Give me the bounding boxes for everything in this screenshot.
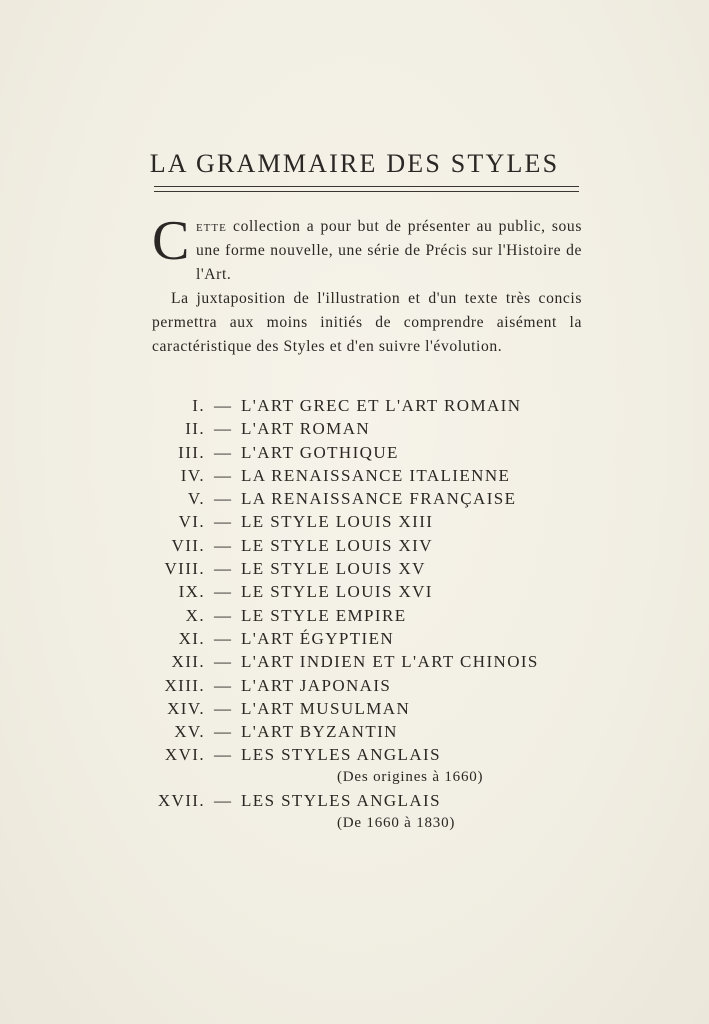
page-title: LA GRAMMAIRE DES STYLES [149, 149, 560, 178]
volume-item [0, 394, 709, 417]
volume-number: XIV. [167, 698, 205, 718]
volume-dash: — [214, 791, 233, 811]
volume-title: L'ART BYZANTIN [241, 722, 398, 742]
volume-title: LE STYLE EMPIRE [241, 605, 407, 625]
intro-text [152, 210, 582, 359]
volume-item [0, 720, 709, 743]
volume-item [0, 534, 709, 557]
volume-number: VII. [171, 535, 205, 555]
volume-number: XVII. [157, 791, 205, 811]
volume-item [0, 580, 709, 603]
volume-list [0, 394, 709, 835]
volume-item [0, 464, 709, 487]
volume-title: LA RENAISSANCE FRANÇAISE [241, 489, 517, 509]
volume-number: X. [185, 605, 205, 625]
volume-dash: — [214, 652, 233, 672]
volume-number: XIII. [164, 675, 205, 695]
volume-dash: — [214, 489, 233, 509]
volume-dash: — [214, 582, 233, 602]
volume-dash: — [214, 465, 233, 485]
volume-number: VI. [178, 512, 205, 532]
drop-cap: C [152, 210, 190, 272]
intro-paragraph-1 [152, 210, 582, 287]
volume-title: L'ART MUSULMAN [241, 698, 411, 718]
volume-number: IX. [178, 582, 205, 602]
volume-title: LA RENAISSANCE ITALIENNE [241, 465, 511, 485]
volume-title: LE STYLE LOUIS XV [241, 559, 426, 579]
volume-number: XVI. [164, 745, 205, 765]
intro-paragraph-2: La juxtaposition de l'illustration et d'un texte très concis permettra aux moins initiés de comprendre aisément la caractéristique des Styles et d'en suivre l'évolution. [152, 290, 582, 355]
volume-number: IV. [180, 465, 205, 485]
volume-item [0, 510, 709, 533]
volume-number: III. [178, 442, 205, 462]
volume-item [0, 557, 709, 580]
volume-title: LES STYLES ANGLAIS [241, 791, 441, 811]
volume-item [0, 650, 709, 673]
volume-item [0, 487, 709, 510]
volume-subtitle: (De 1660 à 1830) [337, 815, 456, 832]
volume-item [0, 417, 709, 440]
lead-word: ette [195, 218, 227, 235]
volume-dash: — [214, 559, 233, 579]
volume-dash: — [214, 419, 233, 439]
volume-number: V. [187, 489, 205, 509]
volume-number: VIII. [164, 559, 205, 579]
volume-item [0, 697, 709, 720]
volume-dash: — [214, 605, 233, 625]
volume-item [0, 441, 709, 464]
volume-title: LE STYLE LOUIS XVI [241, 582, 433, 602]
volume-dash: — [214, 698, 233, 718]
volume-dash: — [214, 512, 233, 532]
volume-dash: — [214, 442, 233, 462]
volume-title: LE STYLE LOUIS XIV [241, 535, 433, 555]
volume-title: LE STYLE LOUIS XIII [241, 512, 434, 532]
volume-number: XII. [171, 652, 205, 672]
intro-paragraph-1-text: collection a pour but de présenter au public, sous une forme nouvelle, une série de Précis sur l'Histoire de l'Art. [195, 218, 582, 283]
volume-title: L'ART ROMAN [241, 419, 371, 439]
volume-title: L'ART JAPONAIS [241, 675, 392, 695]
volume-subtitle: (Des origines à 1660) [337, 769, 484, 786]
volume-item [0, 674, 709, 697]
volume-number: XI. [178, 628, 205, 648]
volume-title: L'ART ÉGYPTIEN [241, 628, 395, 648]
volume-dash: — [214, 628, 233, 648]
volume-item [0, 743, 709, 789]
volume-title: L'ART GREC ET L'ART ROMAIN [241, 396, 522, 415]
volume-dash: — [214, 745, 233, 765]
volume-dash: — [214, 675, 233, 695]
volume-number: II. [185, 419, 205, 439]
volume-number: I. [192, 396, 205, 415]
volume-item [0, 627, 709, 650]
title-rule-top [154, 186, 579, 187]
volume-item [0, 604, 709, 627]
volume-item [0, 789, 709, 835]
volume-dash: — [214, 535, 233, 555]
volume-title: L'ART INDIEN ET L'ART CHINOIS [241, 652, 539, 672]
volume-number: XV. [174, 722, 205, 742]
volume-dash: — [214, 722, 233, 742]
volume-title: L'ART GOTHIQUE [241, 442, 399, 462]
title-rule-bottom [154, 191, 579, 192]
volume-dash: — [214, 396, 233, 415]
volume-title: LES STYLES ANGLAIS [241, 745, 441, 765]
